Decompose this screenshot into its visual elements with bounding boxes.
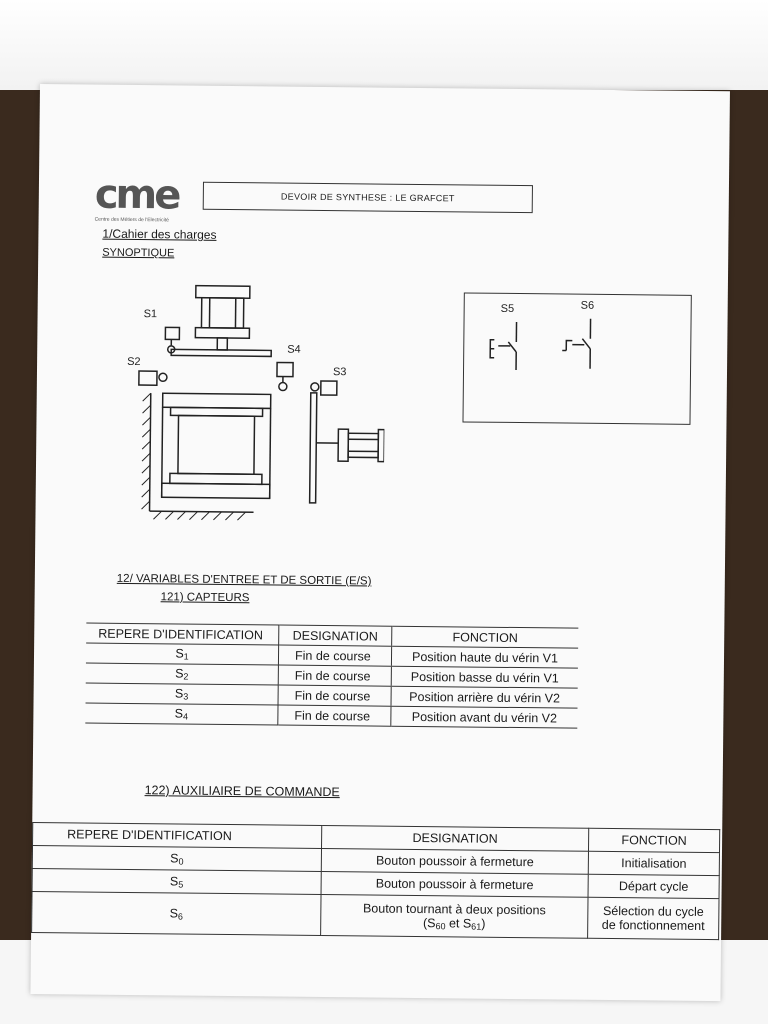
cell-repere: $S_2$	[86, 663, 279, 685]
label-s5: S5	[500, 302, 515, 315]
designation-line-1: Bouton tournant à deux positions	[362, 900, 546, 917]
logo	[94, 171, 179, 224]
cell-designation: Bouton poussoir à fermeture	[321, 848, 588, 874]
cell-repere: $S_0$	[32, 845, 321, 871]
logo-subtitle: Centre des Métiers de l'Electricité	[94, 216, 169, 224]
background-top	[0, 0, 768, 90]
cell-fonction	[588, 897, 719, 939]
section-heading-synoptique: SYNOPTIQUE	[102, 246, 175, 260]
capteurs-table	[85, 623, 578, 729]
section-heading-auxiliaire: 122) AUXILIAIRE DE COMMANDE	[144, 783, 340, 800]
cell-fonction: Position haute du vérin V1	[391, 646, 578, 668]
fonction-line-2: de fonctionnement	[601, 917, 705, 934]
cell-designation: Fin de course	[278, 685, 391, 706]
switch-symbols	[463, 293, 690, 423]
synoptic-diagram	[123, 281, 385, 524]
cell-fonction: Départ cycle	[588, 874, 719, 898]
cell-fonction: Initialisation	[588, 851, 719, 875]
column-header: DESIGNATION	[279, 625, 392, 646]
table-row	[32, 891, 719, 939]
table-row	[85, 703, 577, 728]
cell-repere: $S_4$	[85, 703, 278, 725]
column-header: REPERE D'IDENTIFICATION	[86, 623, 279, 645]
section-heading-capteurs: 121) CAPTEURS	[160, 591, 250, 605]
cell-repere: $S_5$	[32, 868, 321, 894]
logo-mark: cme	[94, 171, 179, 219]
section-heading-variables: 12/ VARIABLES D'ENTREE ET DE SORTIE (E/S)	[116, 572, 372, 588]
document-title: DEVOIR DE SYNTHESE : LE GRAFCET	[203, 182, 533, 213]
section-heading-cahier: 1/Cahier des charges	[102, 226, 217, 242]
auxiliaire-table	[31, 822, 720, 940]
cell-fonction: Position arrière du vérin V2	[391, 686, 578, 708]
cell-designation: Fin de course	[278, 665, 391, 686]
column-header: DESIGNATION	[322, 825, 589, 851]
cell-designation: Fin de course	[278, 705, 391, 726]
cell-fonction: Position basse du vérin V1	[391, 666, 578, 688]
switch-panel	[462, 292, 691, 424]
document-page	[30, 84, 729, 1001]
cell-designation: Fin de course	[278, 645, 391, 666]
fonction-line-1: Sélection du cycle	[602, 903, 704, 919]
label-s1: S1	[143, 308, 158, 321]
column-header: FONCTION	[588, 828, 719, 852]
label-s6: S6	[580, 299, 595, 312]
designation-line-2: ($S_{60}$ et $S_{61}$)	[422, 915, 486, 932]
cell-designation	[321, 894, 588, 938]
cell-fonction: Position avant du vérin V2	[391, 706, 578, 728]
column-header: REPERE D'IDENTIFICATION	[33, 822, 322, 848]
cell-repere: $S_3$	[86, 683, 279, 705]
label-s4: S4	[287, 343, 301, 356]
column-header: FONCTION	[392, 626, 579, 648]
cell-repere: $S_6$	[32, 891, 321, 935]
label-s3: S3	[332, 366, 347, 379]
cell-designation: Bouton poussoir à fermeture	[321, 871, 588, 897]
label-s2: S2	[127, 355, 141, 369]
cell-repere: $S_1$	[86, 643, 279, 665]
